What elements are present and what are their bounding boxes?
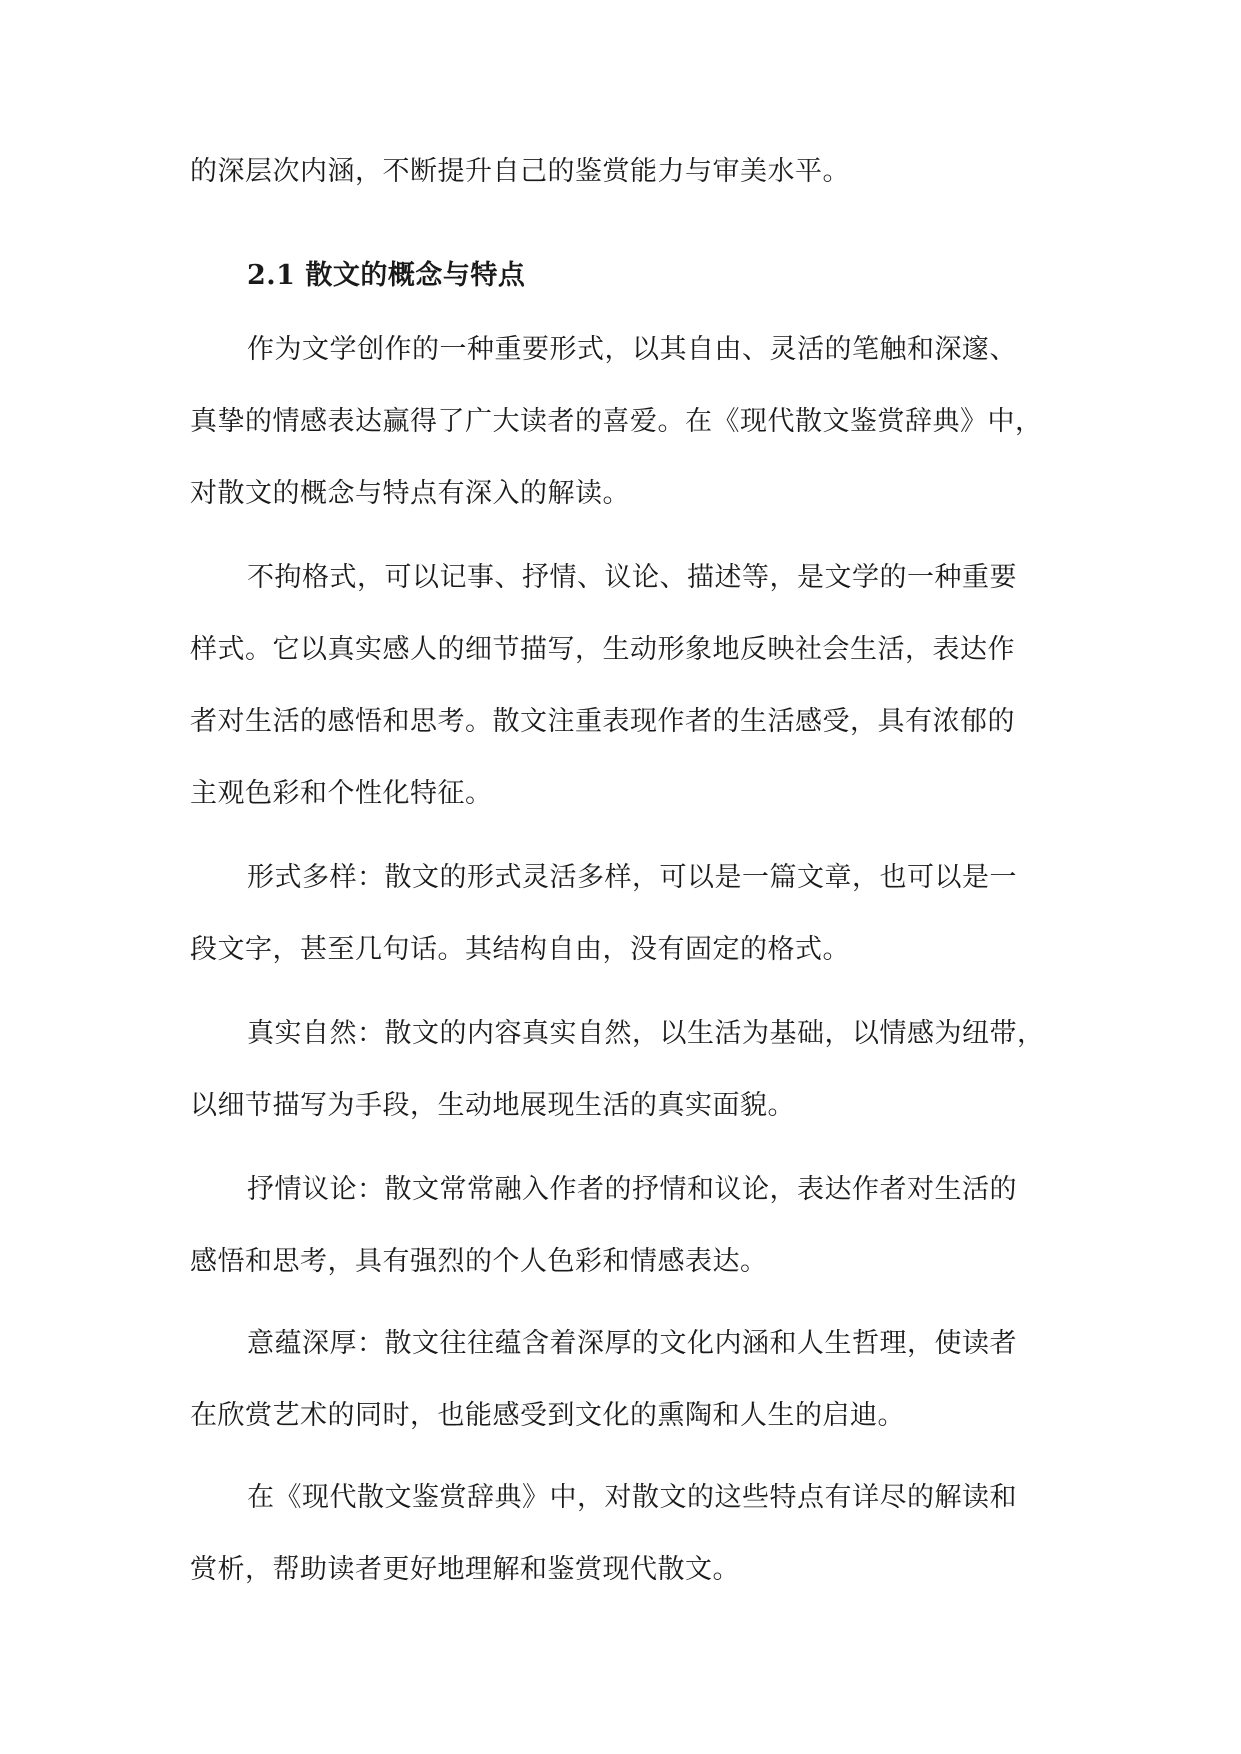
paragraph-2-line-4: 主观色彩和个性化特征。 [190,778,493,809]
paragraph-2-line-1: 不拘格式，可以记事、抒情、议论、描述等，是文学的一种重要 [247,562,1017,593]
paragraph-1-line-2: 真挚的情感表达赢得了广大读者的喜爱。在《现代散文鉴赏辞典》中， [190,406,1043,437]
section-heading: 2.1 散文的概念与特点 [247,260,526,291]
paragraph-7-line-2: 赏析，帮助读者更好地理解和鉴赏现代散文。 [190,1554,740,1585]
paragraph-2-line-2: 样式。它以真实感人的细节描写，生动形象地反映社会生活，表达作 [190,634,1015,665]
paragraph-5-line-2: 感悟和思考，具有强烈的个人色彩和情感表达。 [190,1246,768,1277]
paragraph-3-line-2: 段文字，甚至几句话。其结构自由，没有固定的格式。 [190,934,850,965]
paragraph-4-line-1: 真实自然：散文的内容真实自然，以生活为基础，以情感为纽带， [247,1018,1045,1049]
paragraph-1-line-3: 对散文的概念与特点有深入的解读。 [190,478,630,509]
paragraph-5-line-1: 抒情议论：散文常常融入作者的抒情和议论，表达作者对生活的 [247,1174,1017,1205]
paragraph-7-line-1: 在《现代散文鉴赏辞典》中，对散文的这些特点有详尽的解读和 [247,1482,1017,1513]
paragraph-continuation-line: 的深层次内涵，不断提升自己的鉴赏能力与审美水平。 [190,156,850,187]
paragraph-2-line-3: 者对生活的感悟和思考。散文注重表现作者的生活感受，具有浓郁的 [190,706,1015,737]
paragraph-6-line-1: 意蕴深厚：散文往往蕴含着深厚的文化内涵和人生哲理，使读者 [247,1328,1017,1359]
paragraph-4-line-2: 以细节描写为手段，生动地展现生活的真实面貌。 [190,1090,795,1121]
paragraph-1-line-1: 作为文学创作的一种重要形式，以其自由、灵活的笔触和深邃、 [247,334,1017,365]
paragraph-6-line-2: 在欣赏艺术的同时，也能感受到文化的熏陶和人生的启迪。 [190,1400,905,1431]
paragraph-3-line-1: 形式多样：散文的形式灵活多样，可以是一篇文章，也可以是一 [247,862,1017,893]
